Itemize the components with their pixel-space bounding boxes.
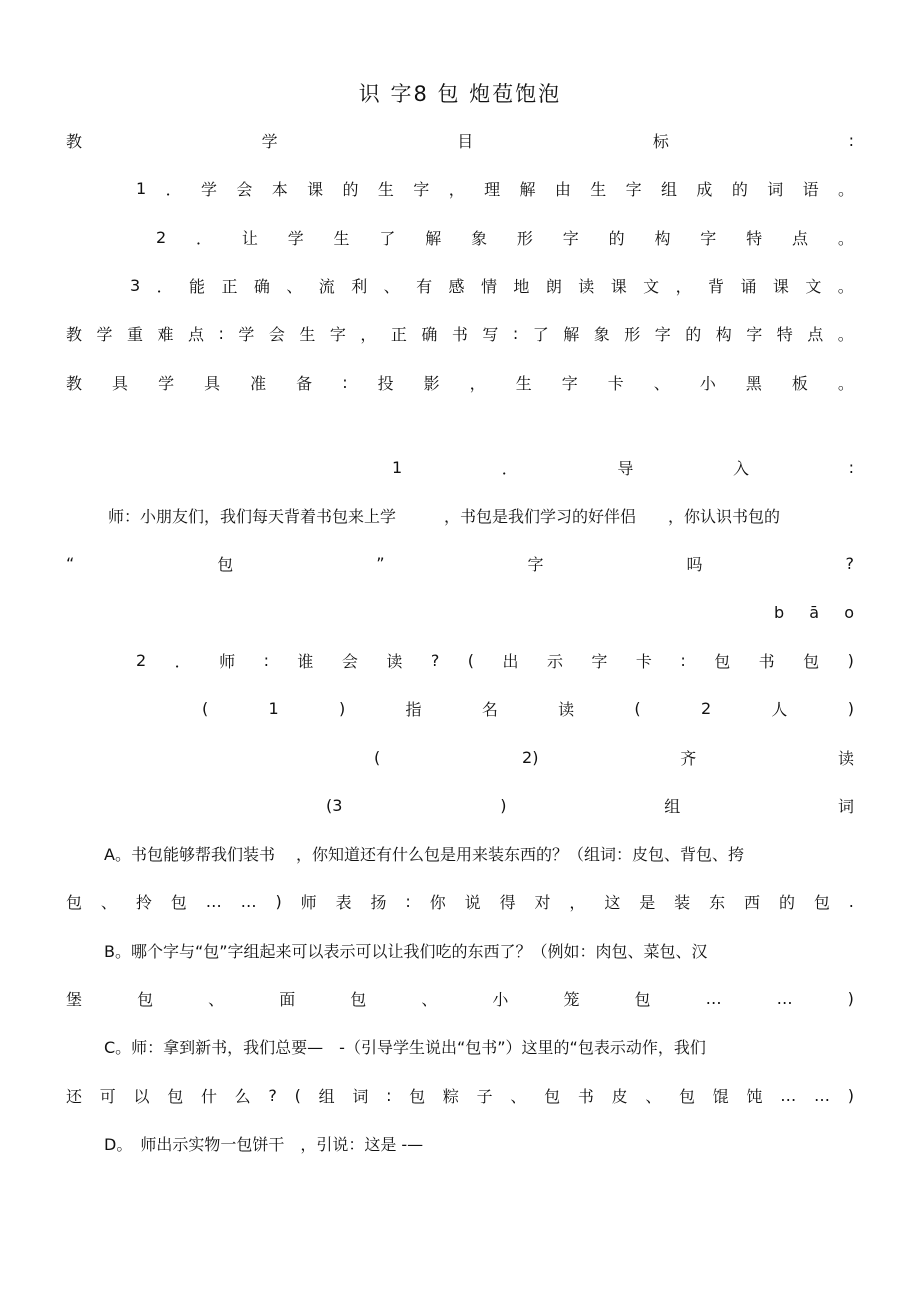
item-b-continuation [66,986,854,1010]
lesson-title: 识 字8 包 炮苞饱泡 [358,82,562,106]
text-token: 课 [772,276,789,296]
text-token: 重 [127,324,144,344]
text-token: ) [847,650,854,670]
text-token: ( [294,1085,301,1105]
text-token: 师 [219,651,236,671]
text-token: 点 [188,324,205,344]
text-token: : [848,457,854,477]
text-token: 让 [241,228,258,248]
text-token: 皮 [611,1086,628,1106]
text-token: ， [675,276,692,296]
text-token: 的 [731,179,748,199]
text-token: ， [360,324,377,344]
text-token: 组 [664,796,681,816]
text-token: : [342,372,348,392]
text-token: 生 [299,324,316,344]
text-token: 包 [634,989,651,1009]
section-intro-heading [392,455,854,479]
text-token: 点 [807,324,824,344]
text-token: 导 [617,458,634,478]
text-token: 目 [457,131,474,151]
text-token: 学 [200,179,217,199]
text-token: b [774,602,785,622]
text-token: ( [467,650,475,670]
text-token: 确 [421,324,438,344]
text-token: 的 [608,228,625,248]
text-token: 正 [221,276,238,296]
text-token: 包 [409,1086,426,1106]
text-token: 是 [639,892,656,912]
text-token: 东 [709,892,726,912]
text-token: 语 [802,179,819,199]
text-token: ) [847,1085,854,1105]
text-token: 、 [510,1086,527,1106]
text-token: 生 [377,179,394,199]
text-token: ā [809,602,820,622]
key-points [66,321,854,345]
text-token: 表 [335,892,352,912]
text-token: ) [339,698,346,718]
goals-heading [66,128,854,152]
text-token: 2 [156,227,167,247]
text-token: o [844,602,854,622]
text-token: 教 [66,324,83,344]
text-token: 馄 [712,1086,729,1106]
text-token: 字 [413,179,430,199]
text-token: 、 [208,989,225,1009]
text-token: 能 [189,276,206,296]
text-token: 包 [137,989,154,1009]
text-token: ( [202,698,209,718]
step-2-line [136,648,854,672]
text-token: 文 [643,276,660,296]
text-token: 、 [421,989,438,1009]
text-token: 教 [66,131,83,151]
text-token: 你 [429,892,446,912]
goal-2 [156,225,854,249]
text-token: : [263,650,269,670]
text-token: 解 [563,324,580,344]
text-token: 人 [771,699,788,719]
text-token: 字 [591,651,608,671]
text-token: 象 [471,228,488,248]
text-token: 书 [758,651,775,671]
text-token: 包 [679,1086,696,1106]
text-token: 字 [746,324,763,344]
teaching-aids [66,370,854,394]
text-token: 会 [341,651,358,671]
item-c-paragraph: C。师：拿到新书，我们总要— -（引导学生说出“包书”）这里的“包表示动作，我们 [104,1037,706,1057]
text-token: 特 [776,324,793,344]
text-token: 解 [519,179,536,199]
text-token: … [205,891,222,911]
text-token: 诵 [740,276,757,296]
text-token: 成 [696,179,713,199]
text-token: 对 [534,892,551,912]
text-token: 包 [350,989,367,1009]
text-token: 理 [484,179,501,199]
text-token: 这 [604,892,621,912]
text-token: 西 [744,892,761,912]
text-token: 的 [342,179,359,199]
text-token: ( [634,698,641,718]
text-token: ， [448,179,465,199]
text-token: 。 [837,324,854,344]
text-token: ) [847,698,854,718]
text-token: 什 [200,1086,217,1106]
text-token: 小 [492,989,509,1009]
text-token: 。 [837,179,854,199]
text-token: 包 [217,554,234,574]
text-token: 课 [307,179,324,199]
text-token: 、 [645,1086,662,1106]
text-token: … [780,1085,797,1105]
text-token: 字 [625,179,642,199]
text-token: 2 [700,698,712,718]
text-token: 写 [482,324,499,344]
text-token: 投 [377,373,394,393]
item-a-continuation [66,889,854,913]
text-token: 生 [515,373,532,393]
intro-paragraph: 师：小朋友们，我们每天背着书包来上学 ，书包是我们学习的好伴侣 ，你认识书包的 [108,506,781,526]
text-token: 扬 [370,892,387,912]
text-token: 。 [837,373,854,393]
text-token: ” [376,553,385,573]
text-token: 说 [464,892,481,912]
text-token: 齐 [680,748,697,768]
text-token: 情 [480,276,497,296]
text-token: 形 [624,324,641,344]
text-token: 包 [813,892,830,912]
text-token: 读 [837,748,854,768]
text-token: 组 [318,1086,335,1106]
text-token: : [680,650,686,670]
text-token: 流 [318,276,335,296]
text-token: 包 [544,1086,561,1106]
text-token: … [240,891,257,911]
text-token: ) [275,891,282,911]
text-token: 词 [837,796,854,816]
text-token: 卡 [635,651,652,671]
text-token: 文 [805,276,822,296]
text-token: 以 [133,1086,150,1106]
text-token: 有 [416,276,433,296]
text-token: 生 [333,228,350,248]
text-token: 1 [136,178,147,198]
text-token: 指 [405,699,422,719]
text-token: : [405,891,411,911]
pinyin-bao [774,600,854,624]
text-token: ． [501,458,518,478]
text-token: 由 [554,179,571,199]
text-token: 包 [170,892,187,912]
text-token: 地 [513,276,530,296]
text-token: 堡 [66,989,83,1009]
step-2-sub-2 [374,745,854,769]
text-token: 会 [236,179,253,199]
text-token: 课 [610,276,627,296]
text-token: 学 [96,324,113,344]
text-token: 读 [386,651,403,671]
text-token: ? [268,1085,277,1105]
text-token: 的 [778,892,795,912]
item-c-continuation [66,1083,854,1107]
text-token: 、 [383,276,400,296]
text-token: 词 [352,1086,369,1106]
text-token: 学 [261,131,278,151]
text-token: : [386,1085,392,1105]
text-token: 读 [578,276,595,296]
text-token: 教 [66,373,83,393]
text-token: 入 [733,458,750,478]
goal-1 [136,176,854,200]
text-token: 学 [158,373,175,393]
text-token: 么 [234,1086,251,1106]
text-token: 字 [700,228,717,248]
text-token: 示 [546,651,563,671]
intro-question-line [66,551,854,575]
item-a-paragraph: A。书包能够帮我们装书 ，你知道还有什么包是用来装东西的？（组词：皮包、背包、挎 [104,844,745,864]
text-token: … [813,1085,830,1105]
text-token: 2 [136,650,147,670]
text-token: 生 [590,179,607,199]
text-token: 、 [100,892,117,912]
text-token: 包 [66,892,83,912]
text-token: 可 [99,1086,116,1106]
text-token: : [218,323,224,343]
text-token: 朗 [545,276,562,296]
text-token: 标 [652,131,669,151]
text-token: 包 [803,651,820,671]
text-token: 子 [476,1086,493,1106]
goal-3 [130,273,854,297]
text-token: 的 [685,324,702,344]
text-token: 点 [791,228,808,248]
text-token: 字 [329,324,346,344]
text-token: 卡 [607,373,624,393]
text-token: 、 [286,276,303,296]
text-token: 具 [112,373,129,393]
text-token: 背 [708,276,725,296]
text-token: 学 [238,324,255,344]
text-token: 名 [481,699,498,719]
text-token: 1 [268,698,279,718]
text-token: 准 [250,373,267,393]
text-token: 了 [532,324,549,344]
text-token: 字 [561,373,578,393]
text-token: ． [156,276,173,296]
text-token: 形 [516,228,533,248]
text-token: 字 [527,554,544,574]
text-token: 具 [204,373,221,393]
text-token: 出 [502,651,519,671]
text-token: ． [165,179,182,199]
text-token: 包 [714,651,731,671]
text-token: 正 [390,324,407,344]
text-token: 粽 [442,1086,459,1106]
text-token: . [848,891,854,911]
text-token: 利 [351,276,368,296]
text-token: 读 [558,699,575,719]
text-token: 词 [767,179,784,199]
text-token: 师 [300,892,317,912]
text-token: 包 [167,1086,184,1106]
text-token: 装 [674,892,691,912]
text-token: 会 [268,324,285,344]
text-token: 组 [661,179,678,199]
text-token: 谁 [297,651,314,671]
text-token: 、 [653,373,670,393]
text-token: 书 [451,324,468,344]
text-token: 拎 [135,892,152,912]
text-token: 板 [791,373,808,393]
text-token: 笼 [563,989,580,1009]
text-token: 确 [253,276,270,296]
text-token: 吗 [686,554,703,574]
text-token: “ [66,553,75,573]
text-token: ? [845,553,854,573]
text-token: 了 [379,228,396,248]
text-token: ? [430,650,440,670]
text-token: 象 [593,324,610,344]
text-token: ( [374,747,381,767]
text-token: 构 [654,228,671,248]
text-token: 特 [746,228,763,248]
item-b-paragraph: B。哪个字与“包”字组起来可以表示可以让我们吃的东西了？（例如：肉包、菜包、汉 [104,941,708,961]
text-token: … [776,988,793,1008]
text-token: 2) [522,747,539,767]
text-token: 感 [448,276,465,296]
text-token: 影 [423,373,440,393]
text-token: (3 [326,795,343,815]
text-token: … [705,988,722,1008]
text-token: 1 [392,457,403,477]
text-token: 黑 [745,373,762,393]
text-token: : [848,130,854,150]
text-token: 饨 [746,1086,763,1106]
text-token: : [512,323,519,343]
text-token: ． [174,651,191,671]
text-token: ， [569,892,586,912]
text-token: 备 [296,373,313,393]
text-token: 解 [425,228,442,248]
step-2-sub-1 [202,696,854,720]
text-token: ) [500,795,507,815]
text-token: ， [469,373,486,393]
text-token: ． [196,228,213,248]
text-token: 还 [66,1086,83,1106]
text-token: 学 [287,228,304,248]
text-token: 面 [279,989,296,1009]
text-token: 3 [130,275,141,295]
item-d-paragraph: D。 师出示实物一包饼干 ，引说：这是 -— [104,1134,424,1154]
text-token: 字 [562,228,579,248]
text-token: 小 [699,373,716,393]
text-token: 书 [577,1086,594,1106]
text-token: 字 [654,324,671,344]
step-2-sub-3 [326,793,854,817]
text-token: 难 [157,324,174,344]
text-token: ) [847,988,854,1008]
text-token: 本 [271,179,288,199]
text-token: 得 [499,892,516,912]
text-token: 。 [837,276,854,296]
text-token: 。 [837,228,854,248]
text-token: 构 [715,324,732,344]
